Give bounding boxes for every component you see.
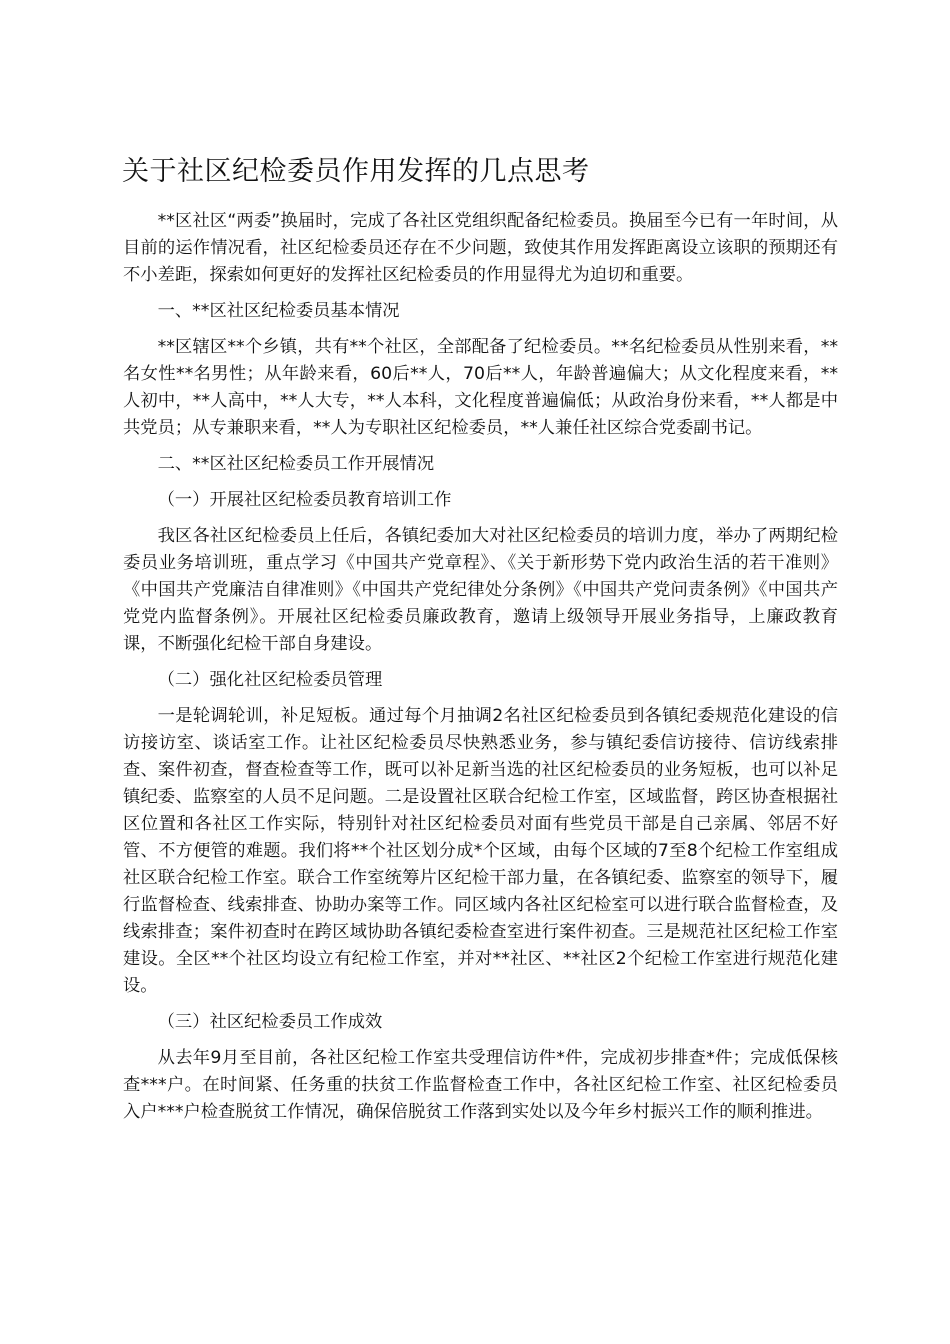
section-heading-1: 一、**区社区纪检委员基本情况 <box>157 301 400 321</box>
document-title: 关于社区纪检委员作用发挥的几点思考 <box>122 156 590 187</box>
basic-info-paragraph: **区辖区**个乡镇，共有**个社区，全部配备了纪检委员。**名纪检委员从性别来看，**名女性**名男性；从年龄来看，60后**人，70后**人，年龄普遍偏大；从文化程度来看，**人初中，**人高中，**人大专，**人本科，文化程度普遍偏低；从政治身份来看，**人都是中共党员；从专兼职来看，**人为专职社区纪检委员，**人兼任社区综合党委副书记。 <box>123 337 838 438</box>
management-paragraph: 一是轮调轮训，补足短板。通过每个月抽调2名社区纪检委员到各镇纪委规范化建设的信访接访室、谈话室工作。让社区纪检委员尽快熟悉业务，参与镇纪委信访接待、信访线索排查、案件初查，督查检查等工作，既可以补足新当选的社区纪检委员的业务短板，也可以补足镇纪委、监察室的人员不足问题。二是设置社区联合纪检工作室，区域监督，跨区协查根据社区位置和各社区工作实际，特别针对社区纪检委员对面有些党员干部是自己亲属、邻居不好管、不方便管的难题。我们将**个社区划分成*个区域，由每个区域的7至8个纪检工作室组成社区联合纪检工作室。联合工作室统筹片区纪检干部力量，在各镇纪委、监察室的领导下，履行监督检查、线索排查、协助办案等工作。同区域内各社区纪检室可以进行联合监督检查，及线索排查；案件初查时在跨区域协助各镇纪委检查室进行案件初查。三是规范社区纪检工作室建设。全区**个社区均设立有纪检工作室，并对**社区、**社区2个纪检工作室进行规范化建设。 <box>123 706 838 996</box>
document-body <box>123 208 838 1135</box>
section-heading-2: 二、**区社区纪检委员工作开展情况 <box>157 454 435 474</box>
subsection-heading-2: （二）强化社区纪检委员管理 <box>157 670 383 690</box>
subsection-heading-3: （三）社区纪检委员工作成效 <box>157 1012 383 1032</box>
results-paragraph: 从去年9月至目前，各社区纪检工作室共受理信访件*件，完成初步排查*件；完成低保核查***户。在时间紧、任务重的扶贫工作监督检查工作中，各社区纪检工作室、社区纪检委员入户***户检查脱贫工作情况，确保倍脱贫工作落到实处以及今年乡村振兴工作的顺利推进。 <box>123 1048 838 1122</box>
training-paragraph: 我区各社区纪检委员上任后，各镇纪委加大对社区纪检委员的培训力度，举办了两期纪检委员业务培训班，重点学习《中国共产党章程》、《关于新形势下党内政治生活的若干准则》《中国共产党廉洁自律准则》《中国共产党纪律处分条例》《中国共产党问责条例》《中国共产党党内监督条例》。开展社区纪检委员廉政教育，邀请上级领导开展业务指导，上廉政教育课，不断强化纪检干部自身建设。 <box>123 526 838 654</box>
intro-paragraph: **区社区“两委”换届时，完成了各社区党组织配备纪检委员。换届至今已有一年时间，从目前的运作情况看，社区纪检委员还存在不少问题，致使其作用发挥距离设立该职的预期还有不小差距，探索如何更好的发挥社区纪检委员的作用显得尤为迫切和重要。 <box>123 211 838 285</box>
subsection-heading-1: （一）开展社区纪检委员教育培训工作 <box>157 490 452 510</box>
